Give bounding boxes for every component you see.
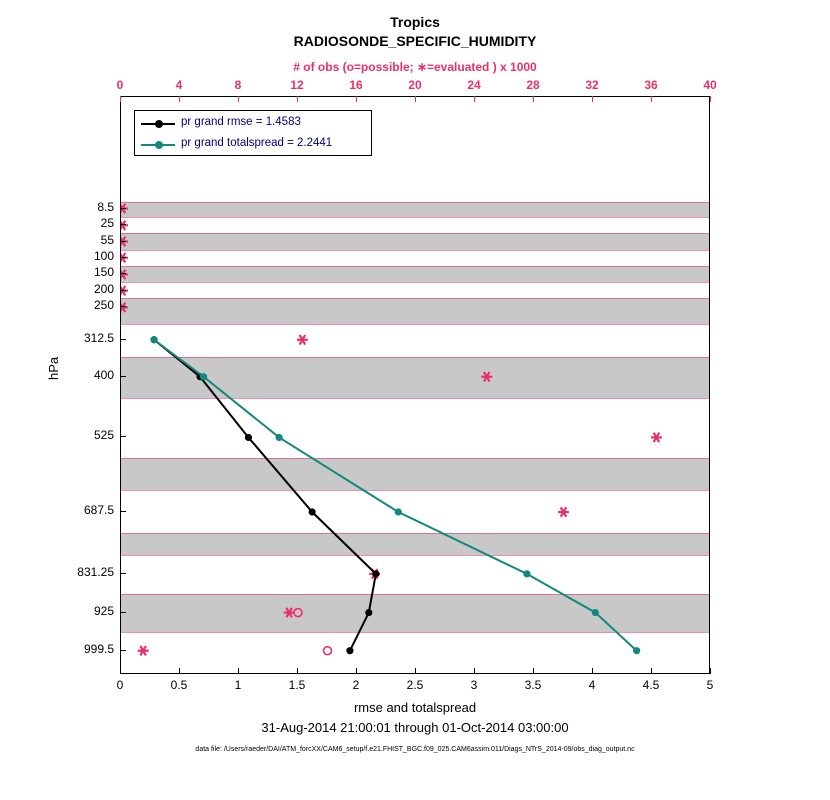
top-tick-label: 32	[585, 78, 599, 92]
y-tick-mark	[120, 257, 126, 258]
chart-title-variable: RADIOSONDE_SPECIFIC_HUMIDITY	[293, 33, 537, 49]
y-tick-mark	[120, 241, 126, 242]
chart-title-region: Tropics	[390, 14, 440, 30]
series-line	[154, 340, 376, 651]
x-tick-label: 4	[588, 678, 596, 692]
y-tick-label: 150	[93, 265, 114, 280]
top-tick-label: 24	[467, 78, 481, 92]
top-tick-label: 4	[175, 78, 183, 92]
legend-marker-totalspread	[155, 141, 163, 149]
x-tick-label: 1	[234, 678, 242, 692]
y-tick-label: 55	[100, 232, 114, 247]
obs-evaluated-marker	[138, 646, 149, 656]
y-tick-label: 200	[93, 281, 114, 296]
y-tick-label: 525	[93, 428, 114, 443]
x-tick-mark	[651, 668, 652, 674]
x-tick-label: 2.5	[406, 678, 424, 692]
obs-evaluated-marker	[121, 270, 128, 280]
y-tick-mark	[120, 612, 126, 613]
y-tick-mark	[120, 306, 126, 307]
legend	[134, 110, 372, 156]
y-tick-label: 925	[93, 603, 114, 618]
x-tick-label: 1.5	[288, 678, 306, 692]
y-tick-mark	[120, 273, 126, 274]
x-tick-label: 0.5	[170, 678, 188, 692]
top-tick-label: 40	[703, 78, 717, 92]
legend-marker-rmse	[155, 120, 163, 128]
series-point	[245, 434, 252, 441]
series-point	[523, 570, 530, 577]
obs-evaluated-marker	[558, 507, 569, 517]
obs-evaluated-marker	[284, 608, 295, 618]
top-tick-mark	[474, 96, 475, 102]
series-point	[395, 508, 402, 515]
top-tick-mark	[710, 96, 711, 102]
series-point	[365, 609, 372, 616]
y-tick-mark	[120, 436, 126, 437]
series-point	[592, 609, 599, 616]
top-tick-mark	[179, 96, 180, 102]
series-canvas	[121, 97, 710, 674]
obs-evaluated-marker	[121, 237, 128, 247]
y-tick-mark	[120, 511, 126, 512]
top-tick-mark	[120, 96, 121, 102]
y-tick-mark	[120, 224, 126, 225]
top-axis-label: # of obs (o=possible; ∗=evaluated ) x 1000	[293, 60, 537, 74]
series-point	[200, 373, 207, 380]
x-tick-mark	[356, 668, 357, 674]
top-tick-label: 0	[116, 78, 124, 92]
top-tick-mark	[592, 96, 593, 102]
series-point	[276, 434, 283, 441]
x-tick-mark	[179, 668, 180, 674]
series-point	[346, 647, 353, 654]
obs-evaluated-marker	[121, 204, 128, 214]
series-line	[154, 340, 637, 651]
obs-evaluated-marker	[297, 335, 308, 345]
x-tick-mark	[592, 668, 593, 674]
top-tick-mark	[238, 96, 239, 102]
legend-item-rmse	[135, 112, 371, 135]
y-tick-label: 250	[93, 298, 114, 313]
top-tick-mark	[356, 96, 357, 102]
top-tick-label: 28	[526, 78, 540, 92]
series-point	[372, 570, 379, 577]
x-tick-label: 0	[116, 678, 124, 692]
x-tick-mark	[415, 668, 416, 674]
y-tick-mark	[120, 376, 126, 377]
obs-evaluated-marker	[121, 286, 128, 296]
legend-label-rmse: pr grand rmse = 1.4583	[181, 116, 301, 128]
top-tick-label: 20	[408, 78, 422, 92]
x-tick-mark	[238, 668, 239, 674]
obs-evaluated-marker	[121, 253, 128, 263]
top-tick-label: 36	[644, 78, 658, 92]
date-range-caption: 31-Aug-2014 21:00:01 through 01-Oct-2014 03:00:00	[261, 720, 569, 735]
y-tick-label: 100	[93, 248, 114, 263]
series-point	[633, 647, 640, 654]
top-tick-label: 16	[349, 78, 363, 92]
x-tick-label: 4.5	[642, 678, 660, 692]
x-tick-mark	[297, 668, 298, 674]
x-tick-mark	[710, 668, 711, 674]
y-tick-label: 312.5	[83, 330, 114, 345]
obs-evaluated-marker	[481, 372, 492, 382]
legend-label-totalspread: pr grand totalspread = 2.2441	[181, 137, 333, 149]
y-tick-mark	[120, 339, 126, 340]
x-tick-mark	[533, 668, 534, 674]
obs-possible-marker	[294, 609, 302, 617]
data-file-caption: data file: /Users/raeder/DAI/ATM_forcXX/CAM6_setup/f.e21.FHIST_BGC.f09_025.CAM6assim.011/Diags_NTrS_2014-09/obs_diag_output.nc	[195, 746, 635, 753]
top-tick-mark	[533, 96, 534, 102]
top-tick-mark	[415, 96, 416, 102]
x-tick-label: 3.5	[524, 678, 542, 692]
x-tick-mark	[120, 668, 121, 674]
y-tick-label: 8.5	[97, 199, 114, 214]
y-tick-label: 831.25	[77, 564, 114, 579]
y-tick-mark	[120, 650, 126, 651]
x-tick-label: 3	[470, 678, 478, 692]
y-tick-mark	[120, 208, 126, 209]
x-axis-label: rmse and totalspread	[353, 700, 477, 715]
x-tick-label: 5	[706, 678, 714, 692]
series-point	[309, 508, 316, 515]
obs-evaluated-marker	[121, 303, 128, 313]
x-tick-label: 2	[352, 678, 360, 692]
obs-evaluated-marker	[651, 433, 662, 443]
y-tick-mark	[120, 290, 126, 291]
series-point	[150, 336, 157, 343]
plot-area	[120, 96, 710, 674]
obs-possible-marker	[324, 647, 332, 655]
x-tick-mark	[474, 668, 475, 674]
y-tick-label: 687.5	[83, 503, 114, 517]
top-tick-label: 12	[290, 78, 304, 92]
y-tick-mark	[120, 573, 126, 574]
top-tick-mark	[297, 96, 298, 102]
y-axis-label: hPa	[46, 356, 61, 380]
obs-evaluated-marker	[121, 221, 128, 231]
y-tick-label: 999.5	[83, 641, 114, 656]
y-tick-label: 25	[100, 216, 114, 231]
legend-item-totalspread	[135, 133, 371, 156]
top-tick-mark	[651, 96, 652, 102]
top-tick-label: 8	[234, 78, 242, 92]
y-tick-label: 400	[93, 367, 114, 382]
